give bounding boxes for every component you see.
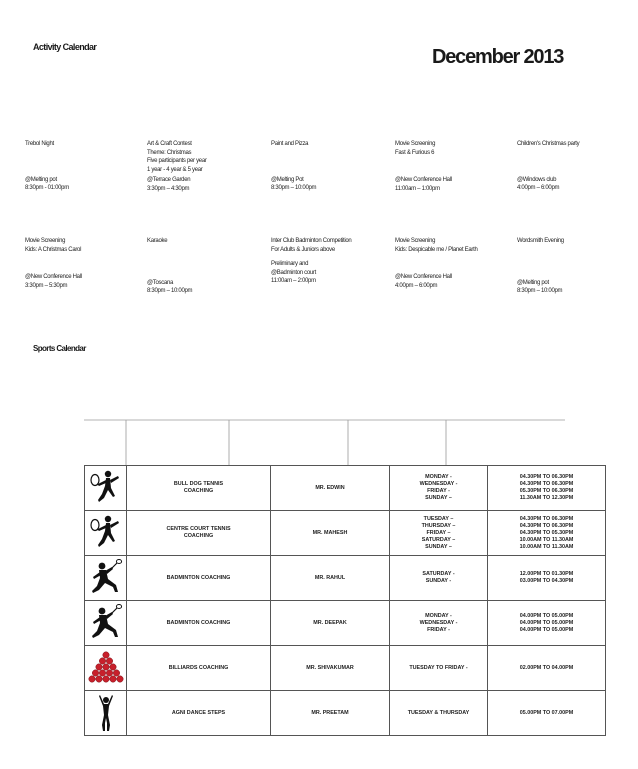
activity-cell-r1-c2 xyxy=(147,140,207,193)
coaching-table xyxy=(84,465,606,736)
event-time: 11:00am – 1:00pm xyxy=(395,185,440,192)
activity-name-line: AGNI DANCE STEPS xyxy=(171,709,226,716)
coaching-times xyxy=(488,466,606,511)
day-line: TUESDAY – xyxy=(423,515,454,522)
coaching-times xyxy=(488,691,606,736)
event-subtitle: Kids: Despicable me / Planet Earth xyxy=(395,246,478,253)
event-title: Inter Club Badminton Competition xyxy=(271,238,352,244)
event-time: 8:30pm - 01:00pm xyxy=(25,185,69,191)
badminton-player-icon xyxy=(85,556,127,601)
time-line: 04.30PM TO 06.30PM xyxy=(519,474,574,480)
dancer-icon xyxy=(85,691,127,736)
event-venue: @Melting pot xyxy=(517,279,549,286)
activity-cell-r2-c1 xyxy=(25,237,82,290)
event-title: Paint and Pizza xyxy=(271,141,309,147)
time-line: 12.00PM TO 01.30PM xyxy=(519,571,574,577)
coaching-row xyxy=(85,691,606,736)
event-title: Wordsmith Evening xyxy=(517,238,564,244)
activity-name-line: COACHING xyxy=(183,533,214,539)
day-line: SATURDAY - xyxy=(422,571,455,577)
time-line: 04.30PM TO 05.30PM xyxy=(519,529,574,536)
tennis-player-icon xyxy=(85,511,127,556)
badminton-player-icon xyxy=(85,601,127,646)
event-time: 4:00pm – 6:00pm xyxy=(395,282,438,289)
event-note: 1 year - 4 year & 5 year xyxy=(147,166,203,173)
time-line: 05.30PM TO 06.30PM xyxy=(519,488,574,494)
time-line: 04.00PM TO 05.00PM xyxy=(519,612,574,619)
activity-name-line: BADMINTON COACHING xyxy=(166,574,231,581)
day-line: TUESDAY TO FRIDAY - xyxy=(409,664,468,671)
coaching-activity xyxy=(127,691,271,736)
time-line: 04.30PM TO 06.30PM xyxy=(519,522,574,529)
day-line: FRIDAY - xyxy=(427,488,450,494)
coaching-days xyxy=(390,601,488,646)
coach-name: MR. PREETAM xyxy=(271,691,390,736)
activity-name-line: BADMINTON COACHING xyxy=(166,619,231,626)
coaching-times xyxy=(488,556,606,601)
coaching-days xyxy=(390,556,488,601)
event-time: 8:30pm – 10:00pm xyxy=(271,185,317,191)
event-time: 3:30pm – 5:30pm xyxy=(25,282,68,289)
event-title: Art & Craft Contest xyxy=(147,141,192,147)
activity-calendar-title: Activity Calendar xyxy=(33,42,97,52)
event-venue: @Melting Pot xyxy=(271,176,304,183)
coaching-times xyxy=(488,511,606,556)
activity-cell-r1-c3 xyxy=(271,140,316,193)
activity-name-line: CENTRE COURT TENNIS xyxy=(166,526,231,532)
activity-cell-r1-c4 xyxy=(395,140,452,193)
activity-cell-r2-c5 xyxy=(517,237,564,296)
activity-cell-r2-c2 xyxy=(147,237,192,296)
coaching-days xyxy=(390,466,488,511)
event-venue: @Toscana xyxy=(147,279,174,286)
event-time: 8:30pm – 10:00pm xyxy=(147,288,193,294)
coach-name: MR. EDWIN xyxy=(271,466,390,511)
event-subtitle: Fast & Furious 6 xyxy=(395,149,435,156)
day-line: WEDNESDAY - xyxy=(419,619,458,626)
time-line: 02.00PM TO 04.00PM xyxy=(519,664,574,671)
event-venue: @Melting pot xyxy=(25,176,57,183)
coaching-days xyxy=(390,691,488,736)
sports-calendar-title: Sports Calendar xyxy=(33,344,86,353)
time-line: 04.30PM TO 06.30PM xyxy=(519,515,574,522)
event-time: 11:00am – 2:00pm xyxy=(271,278,316,284)
event-venue: @Terrace Garden xyxy=(147,177,191,183)
coaching-activity xyxy=(127,646,271,691)
event-time: 8:30pm – 10:00pm xyxy=(517,288,563,294)
event-subtitle: For Adults & Juniors above xyxy=(271,246,335,253)
coach-name: MR. DEEPAK xyxy=(271,601,390,646)
coaching-activity xyxy=(127,466,271,511)
activity-cell-r2-c3 xyxy=(271,237,351,286)
time-line: 04.30PM TO 06.30PM xyxy=(519,481,574,487)
time-line: 04.00PM TO 05.00PM xyxy=(519,619,574,626)
day-line: SATURDAY – xyxy=(421,536,456,543)
event-venue: @New Conference Hall xyxy=(395,177,452,183)
time-line: 11.30AM TO 12.30PM xyxy=(519,495,574,501)
event-venue: @New Conference Hall xyxy=(395,274,452,280)
day-line: FRIDAY – xyxy=(426,529,451,536)
day-line: SUNDAY – xyxy=(425,543,452,550)
event-venue: @New Conference Hall xyxy=(25,274,82,280)
coaching-row xyxy=(85,601,606,646)
coaching-row xyxy=(85,646,606,691)
event-note: Five participants per year xyxy=(147,158,207,164)
event-title: Children's Christmas party xyxy=(517,141,580,147)
tennis-player-icon xyxy=(85,466,127,511)
coaching-times xyxy=(488,601,606,646)
day-line: FRIDAY - xyxy=(427,626,450,633)
coaching-days xyxy=(390,511,488,556)
day-line: THURSDAY – xyxy=(421,522,456,529)
billiard-balls-icon xyxy=(85,646,127,691)
time-line: 04.00PM TO 05.00PM xyxy=(519,626,574,633)
event-title: Movie Screening xyxy=(395,141,436,147)
event-venue: @Windows club xyxy=(517,176,557,183)
day-line: WEDNESDAY - xyxy=(419,481,458,487)
coach-name: MR. MAHESH xyxy=(271,511,390,556)
event-title: Trebol Night xyxy=(25,141,54,147)
coaching-activity xyxy=(127,556,271,601)
coaching-row xyxy=(85,556,606,601)
event-title: Karaoke xyxy=(147,238,168,244)
time-line: 10.00AM TO 11.30AM xyxy=(519,543,574,550)
coaching-row xyxy=(85,466,606,511)
coaching-times xyxy=(488,646,606,691)
event-subtitle: Kids: A Christmas Carol xyxy=(25,246,82,253)
activity-name-line: COACHING xyxy=(183,488,214,494)
coaching-row xyxy=(85,511,606,556)
coaching-activity xyxy=(127,601,271,646)
event-time: 3:30pm – 4:30pm xyxy=(147,185,190,192)
time-line: 05.00PM TO 07.00PM xyxy=(519,709,574,716)
activity-name-line: BULL DOG TENNIS xyxy=(173,481,224,487)
activity-cell-r2-c4 xyxy=(395,237,478,290)
day-line: MONDAY - xyxy=(425,612,452,619)
day-line: SUNDAY – xyxy=(425,495,452,501)
activity-cell-r1-c1 xyxy=(25,140,69,193)
event-venue: @Badminton court xyxy=(271,269,316,276)
event-time: 4:00pm – 6:00pm xyxy=(517,185,560,191)
activity-name-line: BILLIARDS COACHING xyxy=(168,664,229,671)
month-title: December 2013 xyxy=(432,46,564,68)
day-line: TUESDAY & THURSDAY xyxy=(407,709,470,716)
event-title: Movie Screening xyxy=(395,238,436,244)
coaching-days xyxy=(390,646,488,691)
time-line: 10.00AM TO 11.30AM xyxy=(519,536,574,543)
event-theme: Theme: Christmas xyxy=(147,149,192,156)
event-title: Movie Screening xyxy=(25,238,66,244)
coach-name: MR. RAHUL xyxy=(271,556,390,601)
time-line: 03.00PM TO 04.30PM xyxy=(519,578,574,584)
day-line: SUNDAY - xyxy=(425,578,452,584)
coach-name: MR. SHIVAKUMAR xyxy=(271,646,390,691)
day-line: MONDAY - xyxy=(425,474,452,480)
event-note: Preliminary and xyxy=(271,261,309,267)
coaching-activity xyxy=(127,511,271,556)
activity-cell-r1-c5 xyxy=(517,140,579,193)
